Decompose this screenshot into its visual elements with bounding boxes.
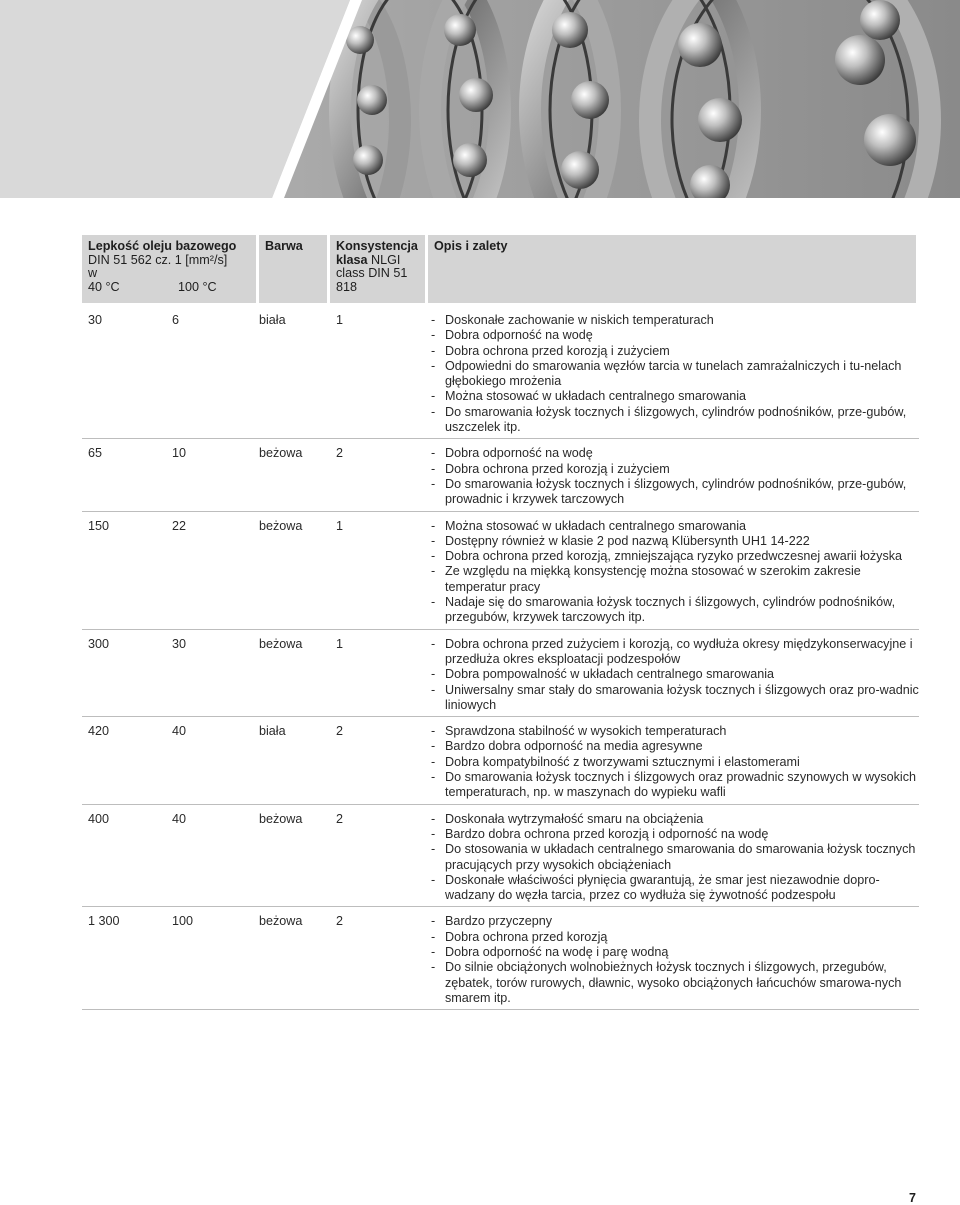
- description-item: - Dobra odporność na wodę i parę wodną: [427, 945, 919, 960]
- bearings-image: [0, 0, 960, 198]
- description-list: [427, 519, 919, 626]
- description-list: [427, 446, 919, 507]
- header-viscosity-w: w: [88, 266, 98, 280]
- nlgi-class: 1: [336, 518, 344, 533]
- color-value: beżowa: [259, 914, 303, 929]
- description-item: - Do smarowania łożysk tocznych i ślizgowych, cylindrów podnośników, prze-gubów, prowadnic i krzywek tarczowych: [427, 477, 919, 508]
- viscosity-40c: 400: [88, 811, 110, 826]
- table-row: [82, 512, 919, 630]
- viscosity-100c: 30: [172, 636, 187, 651]
- viscosity-100c: 100: [172, 914, 194, 929]
- description-item: - Dobra odporność na wodę: [427, 446, 919, 461]
- description-item: - Dobra ochrona przed korozją i zużyciem: [427, 462, 919, 477]
- table-row: [82, 439, 919, 511]
- header-viscosity: [82, 235, 256, 303]
- color-value: beżowa: [259, 636, 303, 651]
- header-consistency-nlgi: NLGI: [371, 252, 401, 267]
- description-list: [427, 812, 919, 904]
- header-consistency: [330, 235, 425, 303]
- lubricant-table: [82, 235, 919, 1010]
- header-viscosity-title: Lepkość oleju bazowego: [88, 239, 237, 253]
- description-item: - Ze względu na miękką konsystencję można stosować w szerokim zakresie temperatur pracy: [427, 564, 919, 595]
- description-item: - Doskonała wytrzymałość smaru na obciążenia: [427, 812, 919, 827]
- table-row: [82, 303, 919, 439]
- table-row: [82, 630, 919, 717]
- page-number: 7: [909, 1191, 916, 1205]
- description-item: - Do smarowania łożysk tocznych i ślizgowych oraz prowadnic szynowych w wysokich temperaturach, np. w maszynach do wypieku wafli: [427, 770, 919, 801]
- header-100c: 100 °C: [178, 279, 217, 294]
- color-value: biała: [259, 724, 286, 739]
- viscosity-100c: 6: [172, 313, 180, 327]
- viscosity-40c: 1 300: [88, 914, 120, 929]
- header-color-title: Barwa: [265, 239, 303, 253]
- nlgi-class: 2: [336, 724, 344, 739]
- color-value: biała: [259, 313, 286, 327]
- table-body: [82, 303, 919, 1010]
- header-consistency-title: Konsystencja: [336, 239, 418, 253]
- description-item: - Sprawdzona stabilność w wysokich temperaturach: [427, 724, 919, 739]
- header-consistency-818: 818: [336, 279, 358, 294]
- description-item: - Nadaje się do smarowania łożysk tocznych i ślizgowych, cylindrów podnośników, przegubów, krzywek tarczowych itp.: [427, 595, 919, 626]
- description-item: - Uniwersalny smar stały do smarowania łożysk tocznych i ślizgowych oraz pro-wadnic liniowych: [427, 683, 919, 714]
- description-item: - Dobra ochrona przed korozją i zużyciem: [427, 344, 919, 359]
- viscosity-40c: 150: [88, 518, 110, 533]
- description-item: - Doskonałe właściwości płynięcia gwarantują, że smar jest niezawodnie dopro-wadzany do węzła tarcia, przez co wydłuża się żywotność podzespołu: [427, 873, 919, 904]
- description-item: - Odpowiedni do smarowania węzłów tarcia w tunelach zamrażalniczych i tu-nelach głębokiego mrożenia: [427, 359, 919, 390]
- header-consistency-class: klasa: [336, 252, 368, 267]
- table-header: [82, 235, 919, 303]
- description-item: - Dostępny również w klasie 2 pod nazwą Klübersynth UH1 14-222: [427, 534, 919, 549]
- viscosity-40c: 300: [88, 636, 110, 651]
- color-value: beżowa: [259, 811, 303, 826]
- description-item: - Doskonałe zachowanie w niskich temperaturach: [427, 313, 919, 328]
- viscosity-40c: 65: [88, 446, 103, 461]
- description-list: [427, 914, 919, 1006]
- description-item: - Do smarowania łożysk tocznych i ślizgowych, cylindrów podnośników, prze-gubów, uszczelek itp.: [427, 405, 919, 436]
- description-item: - Bardzo dobra ochrona przed korozją i odporność na wodę: [427, 827, 919, 842]
- nlgi-class: 2: [336, 446, 344, 461]
- description-list: [427, 313, 919, 435]
- description-item: - Bardzo przyczepny: [427, 914, 919, 929]
- header-description: [428, 235, 916, 303]
- description-list: [427, 724, 919, 800]
- bearings-photo: [0, 0, 960, 198]
- viscosity-40c: 420: [88, 724, 110, 739]
- table-row: [82, 805, 919, 908]
- description-item: - Dobra ochrona przed korozją: [427, 930, 919, 945]
- viscosity-100c: 40: [172, 811, 187, 826]
- header-color: [259, 235, 327, 303]
- nlgi-class: 2: [336, 811, 344, 826]
- nlgi-class: 2: [336, 914, 344, 929]
- viscosity-40c: 30: [88, 313, 103, 327]
- description-item: - Do stosowania w układach centralnego smarowania do smarowania łożysk tocznych pracujących przy wysokich obciążeniach: [427, 842, 919, 873]
- description-item: - Dobra pompowalność w układach centralnego smarowania: [427, 667, 919, 682]
- viscosity-100c: 40: [172, 724, 187, 739]
- description-item: - Dobra ochrona przed zużyciem i korozją, co wydłuża okresy międzykonserwacyjne i przedłuża okres eksploatacji podzespołów: [427, 637, 919, 668]
- description-item: - Dobra ochrona przed korozją, zmniejszająca ryzyko przedwczesnej awarii łożyska: [427, 549, 919, 564]
- description-list: [427, 637, 919, 713]
- nlgi-class: 1: [336, 313, 344, 327]
- viscosity-100c: 10: [172, 446, 187, 461]
- header-viscosity-standard: DIN 51 562 cz. 1 [mm²/s]: [88, 252, 228, 267]
- viscosity-100c: 22: [172, 518, 187, 533]
- description-item: - Można stosować w układach centralnego smarowania: [427, 389, 919, 404]
- description-item: - Dobra kompatybilność z tworzywami sztucznymi i elastomerami: [427, 755, 919, 770]
- color-value: beżowa: [259, 446, 303, 461]
- description-item: - Można stosować w układach centralnego smarowania: [427, 519, 919, 534]
- table-row: [82, 907, 919, 1010]
- header-description-title: Opis i zalety: [434, 239, 508, 253]
- nlgi-class: 1: [336, 636, 344, 651]
- description-item: - Dobra odporność na wodę: [427, 328, 919, 343]
- table-row: [82, 717, 919, 804]
- header-consistency-din: class DIN 51: [336, 266, 408, 280]
- header-40c: 40 °C: [88, 279, 120, 294]
- description-item: - Do silnie obciążonych wolnobieżnych łożysk tocznych i ślizgowych, przegubów, zębatek, torów rurowych, dławnic, wysoko obciążonych łańcuchów smarowa-nych smarem itp.: [427, 960, 919, 1006]
- description-item: - Bardzo dobra odporność na media agresywne: [427, 739, 919, 754]
- color-value: beżowa: [259, 518, 303, 533]
